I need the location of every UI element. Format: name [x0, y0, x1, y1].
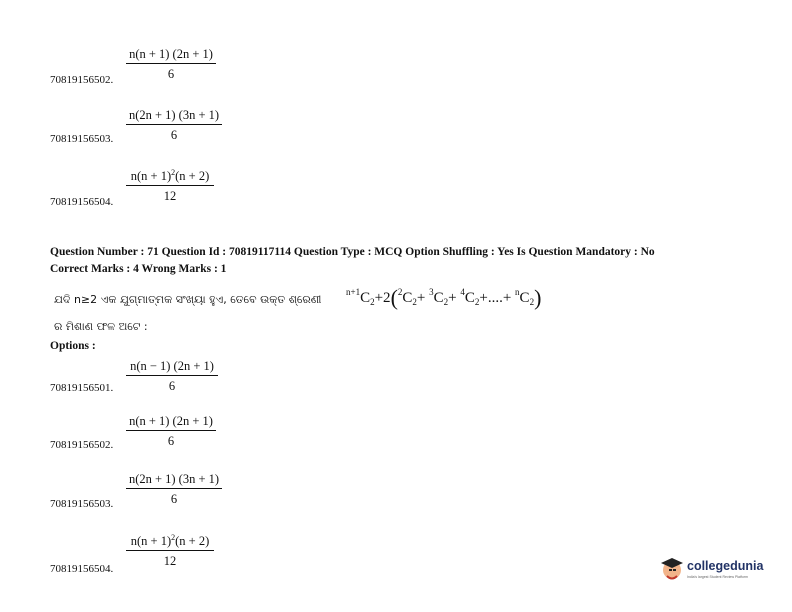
option-502-formula: $\frac{n(n + 1) (2n + 1)}{6}$	[126, 415, 216, 447]
prev-option-503-formula: $\frac{n(2n + 1) (3n + 1)}{6}$	[126, 109, 222, 141]
options-label: Options :	[50, 340, 96, 352]
option-502-id: 70819156502.	[50, 439, 114, 451]
prev-option-502-formula: $\frac{n(n + 1) (2n + 1)}{6}$	[126, 48, 216, 80]
prev-option-503-id: 70819156503.	[50, 133, 114, 145]
logo-tagline: India's largest Student Review Platform	[687, 575, 748, 579]
marks-line: Correct Marks : 4 Wrong Marks : 1	[50, 263, 227, 275]
prev-option-504-id: 70819156504.	[50, 196, 114, 208]
series-expression: $^{n+1}C_2+2(^2C_2+ ^3C_2+ ^4C_2+....+ ^nC_2)$	[346, 285, 542, 310]
option-501-formula: $\frac{n(n - 1) (2n + 1)}{6}$	[126, 360, 218, 392]
prev-option-502-id: 70819156502.	[50, 74, 114, 86]
collegedunia-logo	[660, 556, 764, 584]
option-503-formula: $\frac{n(2n + 1) (3n + 1)}{6}$	[126, 473, 222, 505]
prev-option-504-formula: $\frac{n(n + 1)^2(n + 2)}{12}$	[126, 170, 214, 202]
question-header: Question Number : 71 Question Id : 70819117114 Question Type : MCQ Option Shuffling : Yes Is Question Mandatory : No	[50, 246, 655, 258]
question-text-line2: ର ମିଶାଣ ଫଳ ଅଟେ :	[54, 320, 148, 333]
option-503-id: 70819156503.	[50, 498, 114, 510]
option-504-id: 70819156504.	[50, 563, 114, 575]
question-text-line1: ଯଦି n≥2 ଏକ ଯୁଗ୍ମାତ୍ମକ ସଂଖ୍ୟା ହୁଏ, ତେବେ ଉକ୍ତ ଶ୍ରେଣୀ	[54, 293, 322, 306]
option-504-formula: $\frac{n(n + 1)^2(n + 2)}{12}$	[126, 535, 214, 567]
option-501-id: 70819156501.	[50, 382, 114, 394]
graduate-cap-icon	[660, 556, 684, 582]
logo-brand-text: collegedunia	[687, 559, 764, 573]
